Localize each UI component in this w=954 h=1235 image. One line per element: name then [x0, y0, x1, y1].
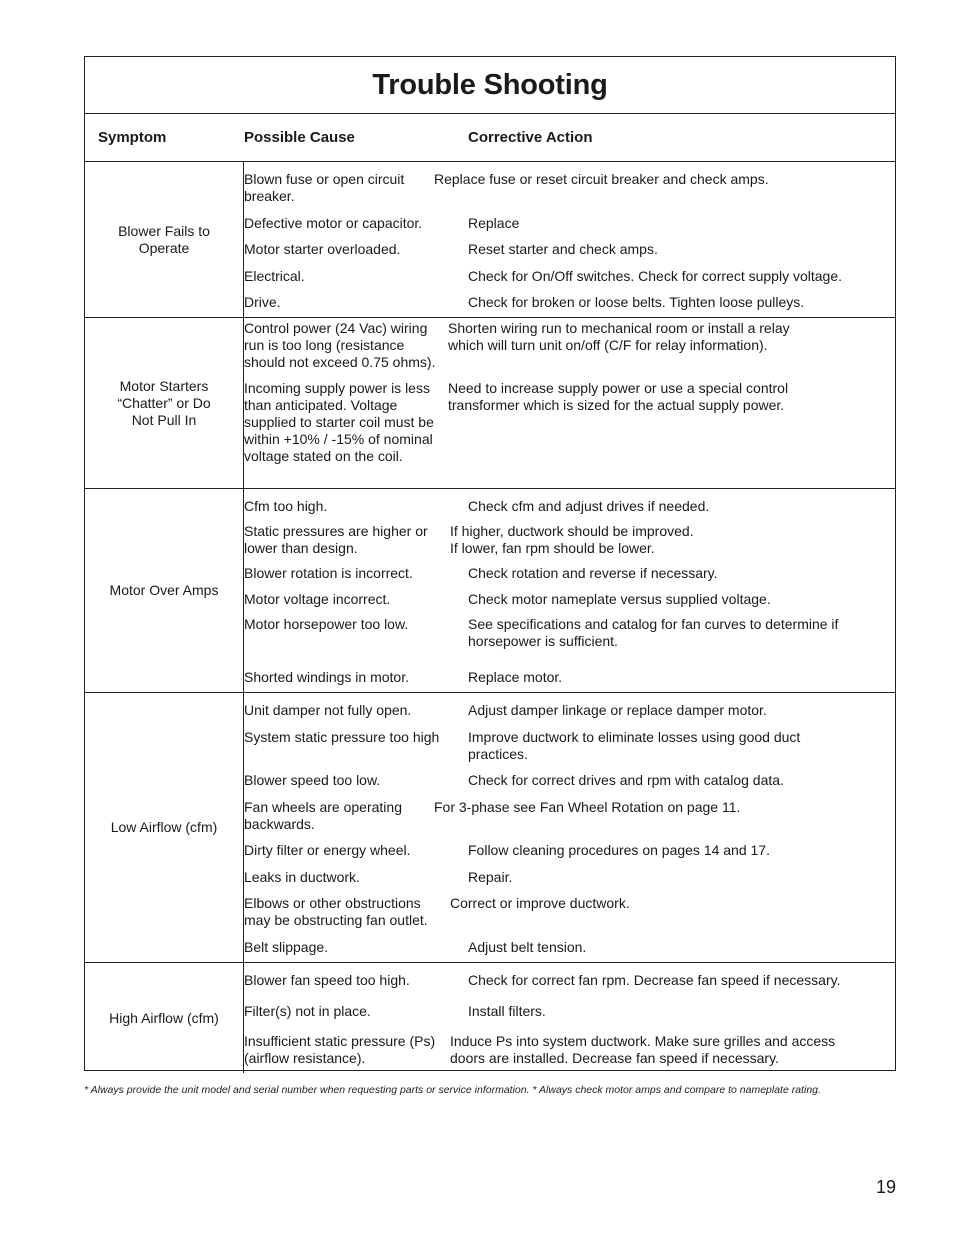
symptom-group — [85, 693, 895, 963]
table-row — [244, 565, 895, 582]
table-row — [244, 939, 895, 956]
table-header — [85, 114, 895, 162]
cause-cell: Control power (24 Vac) wiring run is too long (resistance should not exceed 0.75 ohms). — [244, 320, 436, 370]
cause-cell: Incoming supply power is less than anticipated. Voltage supplied to starter coil must be within +10% / -15% of nominal voltage stated on the coil. — [244, 380, 434, 464]
cause-cell: System static pressure too high — [244, 728, 440, 745]
table-row — [244, 616, 895, 661]
cause-cell: Blower fan speed too high. — [244, 972, 410, 988]
rows — [244, 693, 895, 962]
cause-cell: Blown fuse or open circuit breaker. — [244, 171, 405, 204]
action-cell: See specifications and catalog for fan curves to determine if horsepower is sufficient. — [468, 615, 839, 649]
cause-cell: Leaks in ductwork. — [244, 868, 360, 885]
header-symptom: Symptom — [98, 129, 167, 146]
page-number: 19 — [875, 1177, 896, 1197]
symptom-cell — [85, 162, 244, 317]
cause-cell: Belt slippage. — [244, 938, 329, 955]
table-row — [244, 294, 895, 311]
cause-cell: Static pressures are higher or lower than design. — [244, 523, 428, 557]
footnote: * Always provide the unit model and serial number when requesting parts or service information. * Always check motor amps and compare to nameplate rating. — [84, 1084, 821, 1096]
action-cell: Repair. — [468, 868, 513, 885]
symptom-group — [85, 963, 895, 1073]
table-row — [244, 1033, 895, 1067]
symptom-cell — [85, 693, 244, 962]
action-cell: Check for correct fan rpm. Decrease fan speed if necessary. — [468, 972, 841, 988]
cause-cell: Electrical. — [244, 267, 305, 284]
table-row — [244, 591, 895, 608]
cause-cell: Blower speed too low. — [244, 772, 381, 789]
header-action: Corrective Action — [468, 129, 593, 146]
action-cell: For 3-phase see Fan Wheel Rotation on page 11. — [434, 798, 741, 815]
table-row — [244, 320, 895, 371]
table-row — [244, 669, 895, 686]
table-row — [244, 895, 895, 929]
cause-cell: Defective motor or capacitor. — [244, 214, 423, 231]
symptom-group — [85, 162, 895, 318]
action-cell: Adjust belt tension. — [468, 938, 587, 955]
action-cell: Follow cleaning procedures on pages 14 and 17. — [468, 842, 770, 859]
action-cell: Improve ductwork to eliminate losses using good duct practices. — [468, 728, 801, 762]
table-row — [244, 380, 895, 465]
action-cell: Induce Ps into system ductwork. Make sure grilles and access doors are installed. Decrease fan speed if necessary. — [450, 1033, 836, 1066]
cause-cell: Elbows or other obstructions may be obstructing fan outlet. — [244, 895, 428, 929]
symptom-cell — [85, 963, 244, 1073]
symptom-cell — [85, 489, 244, 692]
action-cell: Check cfm and adjust drives if needed. — [468, 498, 710, 514]
table-row — [244, 972, 895, 989]
action-cell: Correct or improve ductwork. — [450, 895, 630, 912]
symptom-label: Low Airflow (cfm) — [110, 819, 218, 835]
symptom-label: Motor Over Amps — [109, 582, 219, 598]
symptom-label: Motor Starters “Chatter” or Do Not Pull In — [117, 377, 211, 428]
table-row — [244, 729, 895, 763]
cause-cell: Unit damper not fully open. — [244, 702, 412, 718]
action-cell: Check for On/Off switches. Check for correct supply voltage. — [468, 267, 843, 284]
symptom-cell — [85, 318, 244, 488]
table-row — [244, 1003, 895, 1020]
page-title: Trouble Shooting — [85, 57, 895, 114]
action-cell: Replace fuse or reset circuit breaker and check amps. — [434, 171, 769, 187]
action-cell: Check rotation and reverse if necessary. — [468, 565, 718, 582]
header-cause: Possible Cause — [244, 129, 355, 146]
table-row — [244, 171, 895, 205]
table-row — [244, 772, 895, 789]
symptom-label: Blower Fails to Operate — [118, 222, 210, 256]
action-cell: Adjust damper linkage or replace damper motor. — [468, 702, 767, 718]
symptom-group — [85, 489, 895, 693]
cause-cell: Cfm too high. — [244, 498, 328, 514]
cause-cell: Fan wheels are operating backwards. — [244, 798, 402, 832]
rows — [244, 318, 895, 488]
table-row — [244, 842, 895, 859]
action-cell: Reset starter and check amps. — [468, 241, 658, 257]
cause-cell: Motor starter overloaded. — [244, 241, 401, 257]
cause-cell: Blower rotation is incorrect. — [244, 565, 413, 582]
action-cell: Check for correct drives and rpm with catalog data. — [468, 772, 784, 789]
table-row — [244, 268, 895, 285]
action-cell: Need to increase supply power or use a special control transformer which is sized for the actual supply power. — [448, 380, 789, 413]
action-cell: Check motor nameplate versus supplied voltage. — [468, 590, 771, 607]
cause-cell: Shorted windings in motor. — [244, 668, 409, 685]
table-row — [244, 498, 895, 515]
action-cell: If higher, ductwork should be improved. If lower, fan rpm should be lower. — [450, 523, 694, 557]
table-row — [244, 241, 895, 258]
cause-cell: Motor horsepower too low. — [244, 615, 409, 632]
table-row — [244, 799, 895, 833]
table-row — [244, 523, 895, 557]
table-row — [244, 869, 895, 886]
table-row — [244, 702, 895, 719]
table-row — [244, 215, 895, 232]
action-cell: Replace — [468, 214, 520, 231]
cause-cell: Drive. — [244, 294, 281, 310]
action-cell: Install filters. — [468, 1002, 546, 1019]
rows — [244, 489, 895, 692]
action-cell: Check for broken or loose belts. Tighten loose pulleys. — [468, 294, 805, 310]
cause-cell: Filter(s) not in place. — [244, 1002, 371, 1019]
rows — [244, 963, 895, 1073]
symptom-group — [85, 318, 895, 489]
troubleshooting-table — [84, 56, 896, 1071]
action-cell: Replace motor. — [468, 668, 563, 685]
rows — [244, 162, 895, 317]
symptom-label: High Airflow (cfm) — [109, 1009, 219, 1026]
cause-cell: Motor voltage incorrect. — [244, 590, 391, 607]
cause-cell: Insufficient static pressure (Ps) (airflow resistance). — [244, 1033, 436, 1066]
action-cell: Shorten wiring run to mechanical room or install a relay which will turn unit on/off (C/F for relay information). — [448, 320, 790, 353]
cause-cell: Dirty filter or energy wheel. — [244, 842, 411, 859]
